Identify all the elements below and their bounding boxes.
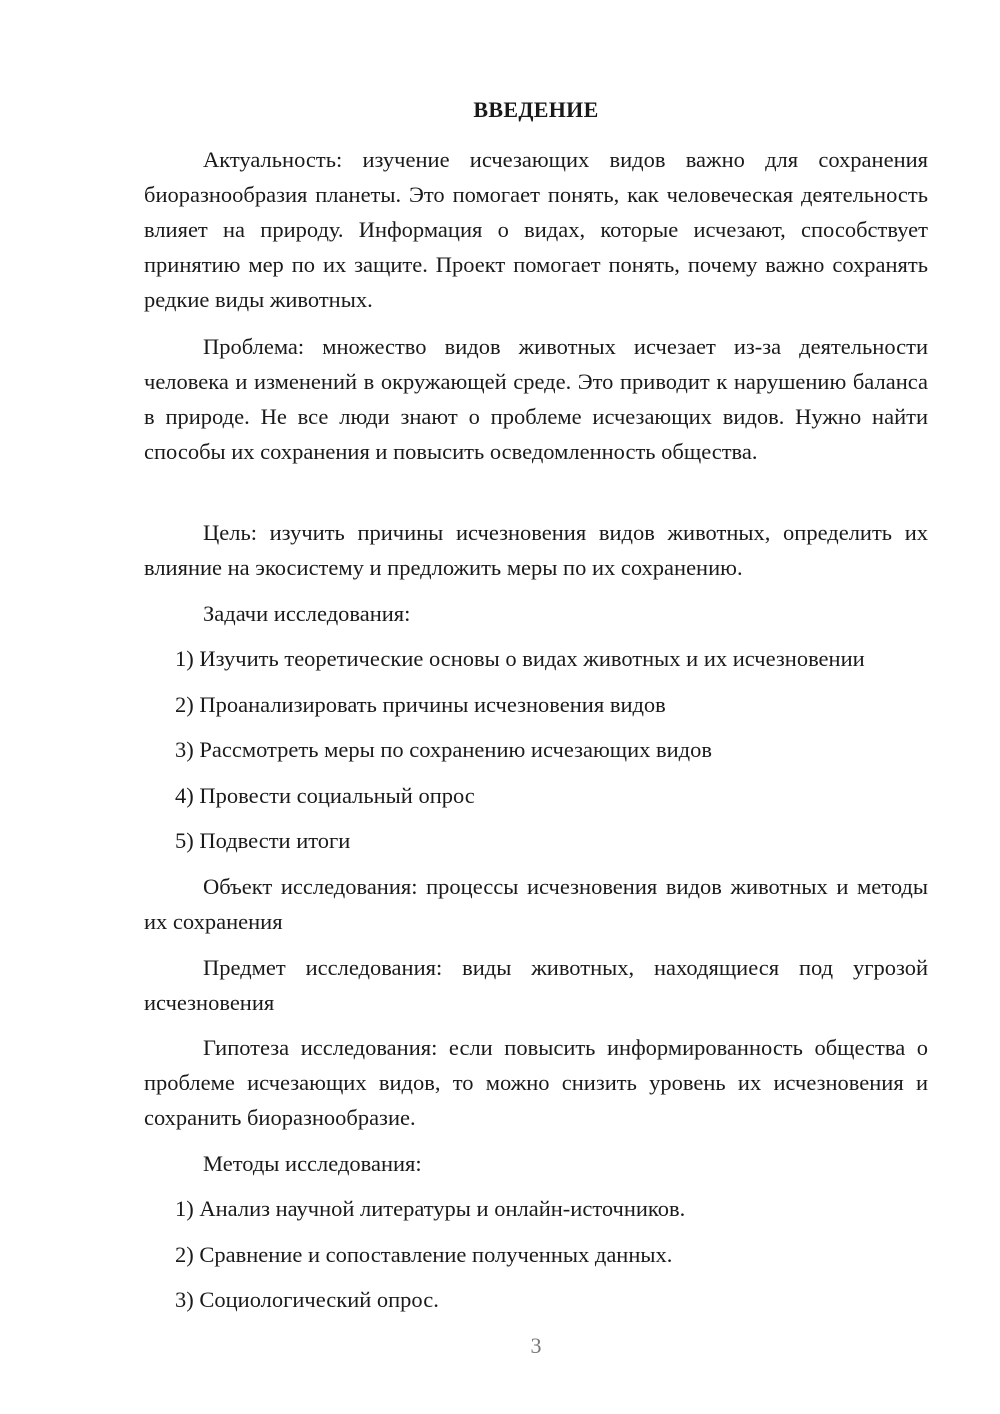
methods-heading: Методы исследования: [203,1151,422,1176]
page-title: ВВЕДЕНИЕ [473,97,599,122]
relevance-paragraph: Актуальность: изучение исчезающих видов важно для сохранения биоразнообразия планеты. Это помогает понять, как человеческая деятельность влияет на природу. Информация о видах, которые исчезают, способствует принятию мер по их защите. Проект помогает понять, почему важно сохранять редкие виды животных. [144,147,928,312]
task-item: 2) Проанализировать причины исчезновения видов [175,692,666,717]
problem-paragraph: Проблема: множество видов животных исчезает из-за деятельности человека и изменений в окружающей среде. Это приводит к нарушению баланса в природе. Не все люди знают о проблеме исчезающих видов. Нужно найти способы их сохранения и повысить осведомленность общества. [144,334,928,464]
page-number: 3 [530,1333,542,1358]
task-item: 4) Провести социальный опрос [175,783,475,808]
goal-paragraph: Цель: изучить причины исчезновения видов животных, определить их влияние на экосистему и предложить меры по их сохранению. [144,520,928,580]
task-item: 1) Изучить теоретические основы о видах животных и их исчезновении [175,646,865,671]
method-item: 3) Социологический опрос. [175,1287,439,1312]
tasks-heading: Задачи исследования: [203,601,411,626]
hypothesis-paragraph: Гипотеза исследования: если повысить информированность общества о проблеме исчезающих видов, то можно снизить уровень их исчезновения и сохранить биоразнообразие. [144,1035,928,1130]
method-item: 1) Анализ научной литературы и онлайн-источников. [175,1196,686,1221]
task-item: 3) Рассмотреть меры по сохранению исчезающих видов [175,737,713,762]
object-paragraph: Объект исследования: процессы исчезновения видов животных и методы их сохранения [144,874,928,934]
method-item: 2) Сравнение и сопоставление полученных данных. [175,1242,673,1267]
subject-paragraph: Предмет исследования: виды животных, находящиеся под угрозой исчезновения [144,955,928,1015]
task-item: 5) Подвести итоги [175,828,351,853]
